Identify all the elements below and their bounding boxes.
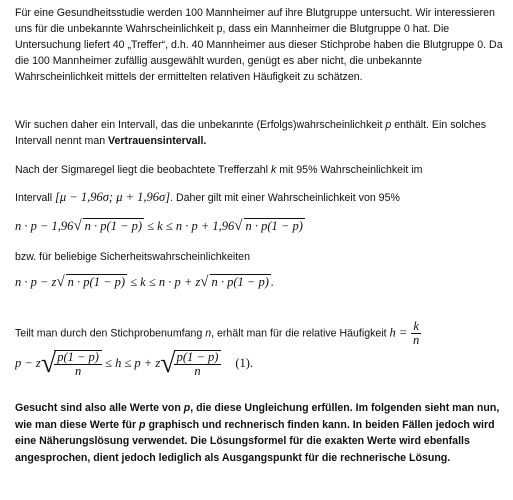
sqrt-icon: √ [56, 274, 65, 290]
formula-left: n · p − z [15, 275, 57, 289]
variable-n: n [205, 327, 212, 340]
sigma-rule-paragraph [15, 162, 503, 178]
fraction-numerator: p(1 − p) [54, 351, 102, 365]
formula-middle: ≤ k ≤ n · p + 1,96 [144, 219, 235, 233]
text-segment: Intervall [15, 192, 56, 204]
interval-paragraph [15, 117, 503, 149]
formula-end: . [270, 275, 275, 289]
sqrt-icon: √ [40, 348, 57, 379]
text-segment: Teilt man durch den Stichprobenumfang [15, 327, 206, 340]
sqrt-radicand: n · p(1 − p) [84, 219, 143, 233]
fraction-denominator: n [194, 364, 201, 378]
fraction-denominator: n [413, 333, 420, 347]
formula-sigma-inequality [15, 218, 305, 235]
sqrt-icon: √ [234, 218, 243, 234]
variable-p: p [139, 418, 146, 431]
variable-p: p [385, 119, 392, 131]
formula-middle: ≤ h ≤ p + z [101, 355, 161, 370]
fraction [174, 351, 222, 378]
text-segment: Wir suchen daher ein Intervall, das die unbekannte (Erfolgs)wahrscheinlichkeit [15, 119, 386, 131]
sqrt-icon: √ [73, 218, 82, 234]
sqrt-icon: √ [160, 348, 176, 379]
formula-relative-frequency [15, 350, 253, 378]
fraction-numerator: p(1 − p) [174, 351, 222, 365]
h-definition: h = [389, 325, 408, 340]
fraction-denominator: n [74, 364, 82, 378]
sqrt-icon: √ [200, 274, 209, 290]
text-segment: Nach der Sigmaregel liegt die beobachtete Trefferzahl [15, 164, 271, 176]
text-segment: . Daher gilt mit einer Wahrscheinlichkeit von 95% [170, 192, 400, 204]
sigma-interval: [μ − 1,96σ; μ + 1,96σ] [55, 190, 171, 204]
sqrt-radicand [174, 350, 222, 378]
sqrt-radicand: n · p(1 − p) [67, 275, 126, 289]
text-segment: , erhält man für die relative Häufigkeit [211, 327, 390, 340]
formula-middle: ≤ k ≤ n · p + z [127, 275, 201, 289]
text-segment: , die diese Ungleichung erfüllen. Im folgenden sieht man nun, wie man diese Werte für [15, 402, 500, 431]
formula-left: p − z [15, 355, 41, 370]
sqrt-radicand: n · p(1 − p) [245, 219, 303, 233]
equation-tag: (1). [235, 355, 254, 370]
text-segment: graphisch und rechnerisch finden kann. In beiden Fällen jedoch wird eine Näherungslösung verwendet. Die Lösungsformel für die exakten Werte wird ebenfalls angesprochen, dient jedoch lediglich als Ausgangspunkt für die rechnerische Lösung. [15, 418, 495, 464]
term-vertrauensintervall: Vertrauensintervall. [108, 135, 207, 147]
sqrt-radicand: n · p(1 − p) [211, 275, 269, 289]
fraction-numerator: k [413, 319, 419, 333]
text-segment: Gesucht sind also alle Werte von [15, 402, 184, 414]
h-fraction [411, 320, 421, 347]
general-confidence-paragraph: bzw. für beliebige Sicherheitswahrscheinlichkeiten [15, 251, 250, 263]
conclusion-paragraph [15, 400, 503, 466]
formula-left: n · p − 1,96 [15, 219, 74, 233]
relative-frequency-paragraph [15, 320, 503, 347]
intro-paragraph: Für eine Gesundheitsstudie werden 100 Mannheimer auf ihre Blutgruppe untersucht. Wir interessieren uns für die unbekannte Wahrscheinlichkeit p, dass ein Mannheimer die Blutgruppe 0 hat. Die Untersuchung liefert 40 „Treffer“, d.h. 40 Mannheimer aus dieser Stichprobe haben die Blutgruppe 0. Da die 100 Mannheimer zufällig ausgewählt wurden, genügt es aber nicht, die unbekannte Wahrscheinlichkeit mittels der ermittelten relativen Häufigkeit zu schätzen. [15, 7, 503, 83]
fraction [54, 351, 102, 378]
variable-k: k [270, 164, 277, 176]
sqrt-radicand [54, 350, 102, 378]
text-segment: mit 95% Wahrscheinlichkeit im [276, 164, 423, 176]
formula-z-inequality [15, 274, 274, 291]
interval-definition-paragraph [15, 189, 503, 206]
variable-p: p [183, 402, 191, 414]
text-segment: enthält. Ein solches Intervall nennt man [15, 119, 487, 147]
